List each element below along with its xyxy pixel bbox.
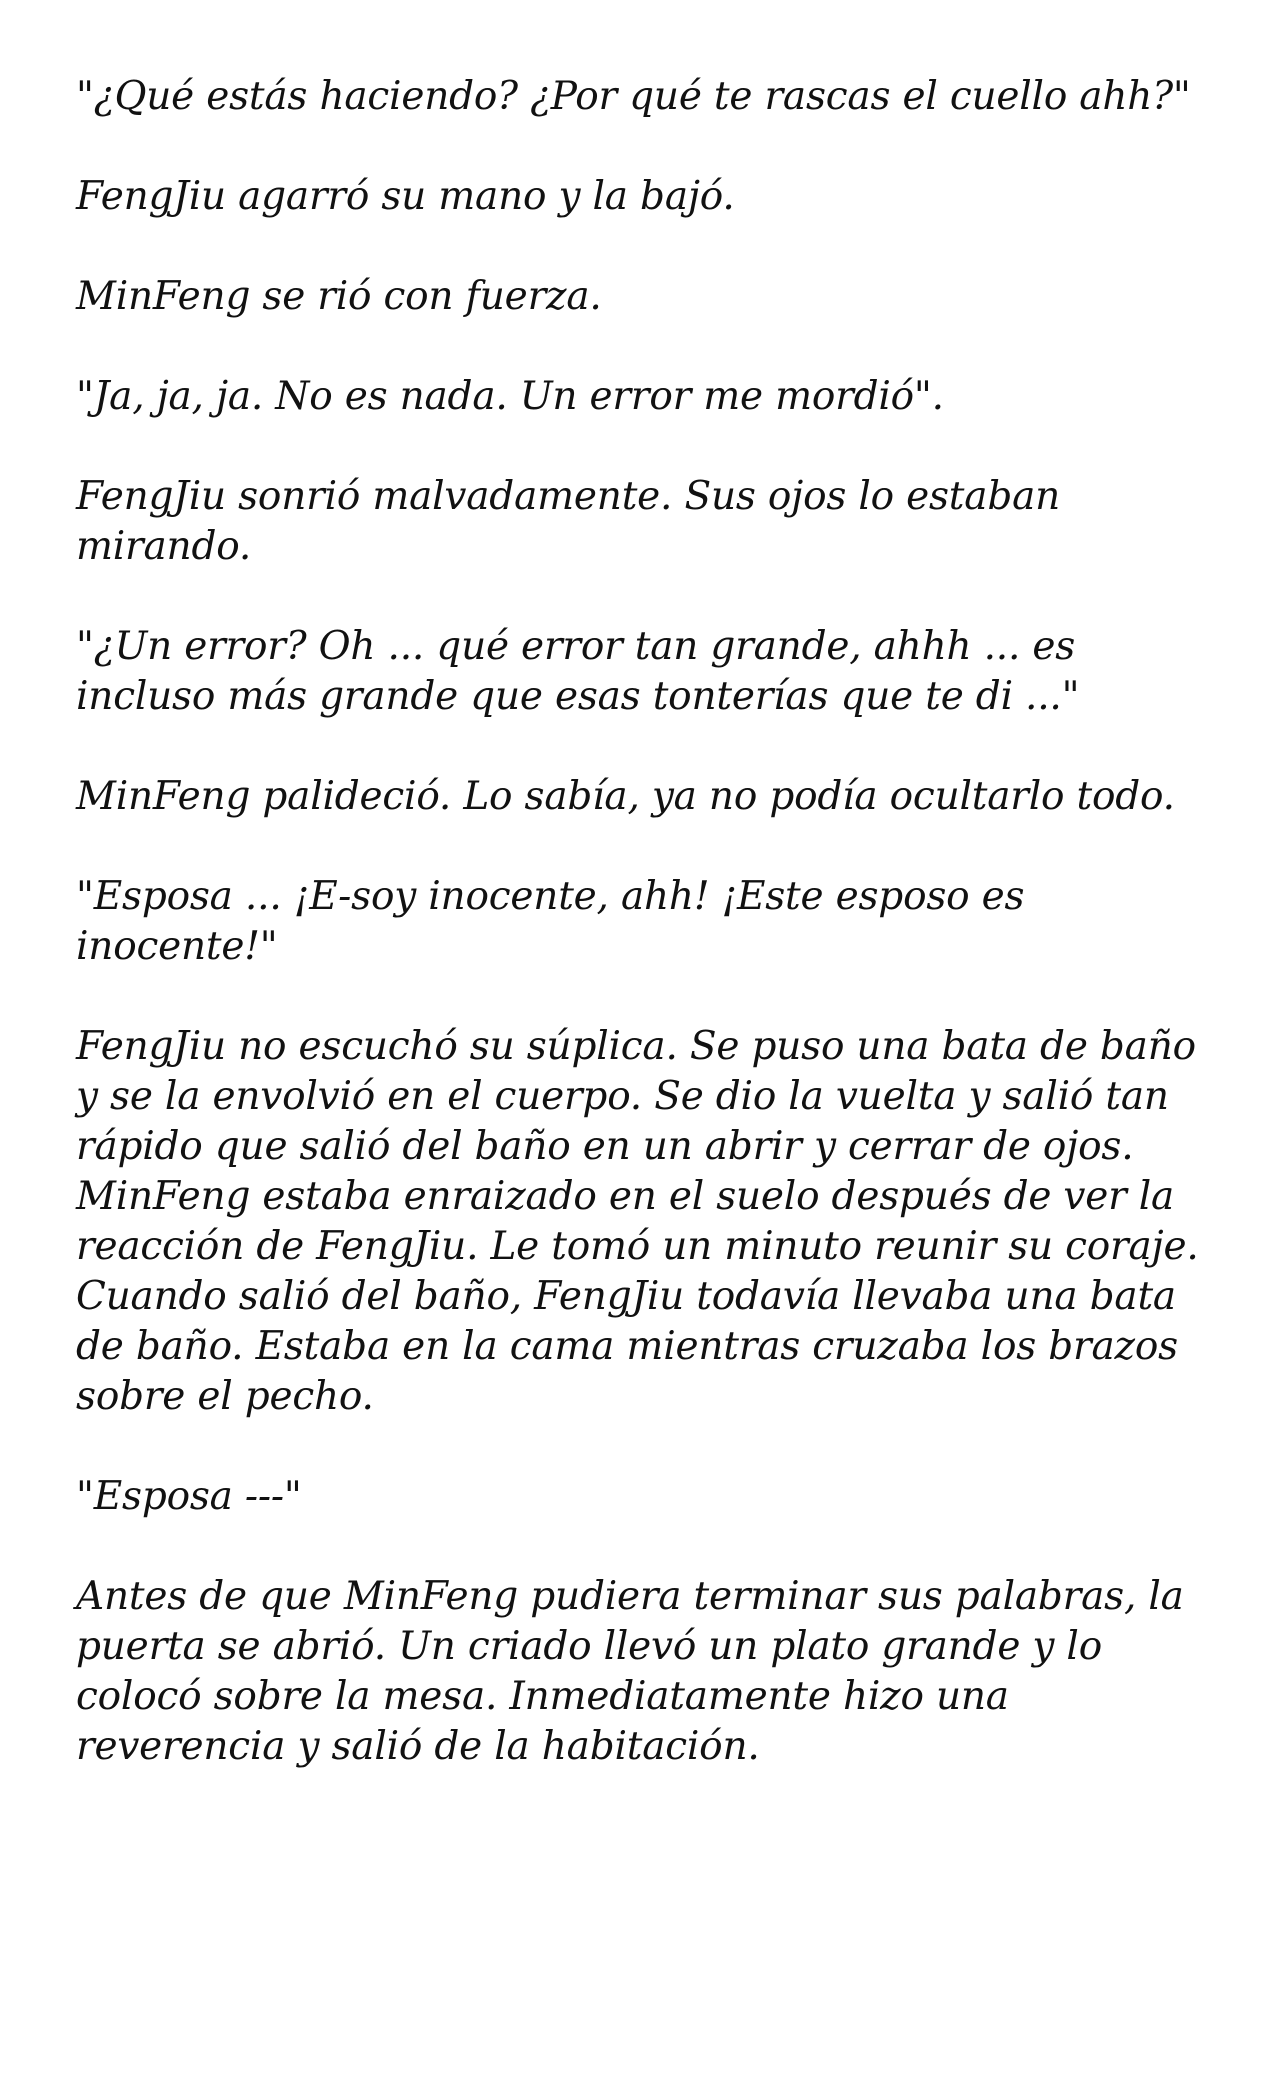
paragraph-6: "¿Un error? Oh ... qué error tan grande, ahhh ... es incluso más grande que esas tonterías que te di ..." xyxy=(76,624,1080,719)
paragraph-4: "Ja, ja, ja. No es nada. Un error me mordió". xyxy=(76,374,944,419)
paragraph-5: FengJiu sonrió malvadamente. Sus ojos lo estaban mirando. xyxy=(76,474,1061,569)
text-column xyxy=(76,72,1216,1822)
paragraph-3: MinFeng se rió con fuerza. xyxy=(76,274,602,319)
paragraph-8: "Esposa ... ¡E-soy inocente, ahh! ¡Este esposo es inocente!" xyxy=(76,874,1025,969)
paragraph-9: FengJiu no escuchó su súplica. Se puso una bata de baño y se la envolvió en el cuerpo. Se dio la vuelta y salió tan rápido que salió del baño en un abrir y cerrar de ojos. MinFeng estaba enraizado en el suelo después de ver la reacción de FengJiu. Le tomó un minuto reunir su coraje. Cuando salió del baño, FengJiu todavía llevaba una bata de baño. Estaba en la cama mientras cruzaba los brazos sobre el pecho. xyxy=(76,1024,1199,1419)
paragraph-2: FengJiu agarró su mano y la bajó. xyxy=(76,174,735,219)
paragraph-1: "¿Qué estás haciendo? ¿Por qué te rascas el cuello ahh?" xyxy=(76,74,1191,119)
paragraph-11: Antes de que MinFeng pudiera terminar sus palabras, la puerta se abrió. Un criado llevó un plato grande y lo colocó sobre la mesa. Inmediatamente hizo una reverencia y salió de la habitación. xyxy=(76,1574,1184,1769)
paragraph-7: MinFeng palideció. Lo sabía, ya no podía ocultarlo todo. xyxy=(76,774,1175,819)
paragraph-10: "Esposa ---" xyxy=(76,1474,302,1519)
